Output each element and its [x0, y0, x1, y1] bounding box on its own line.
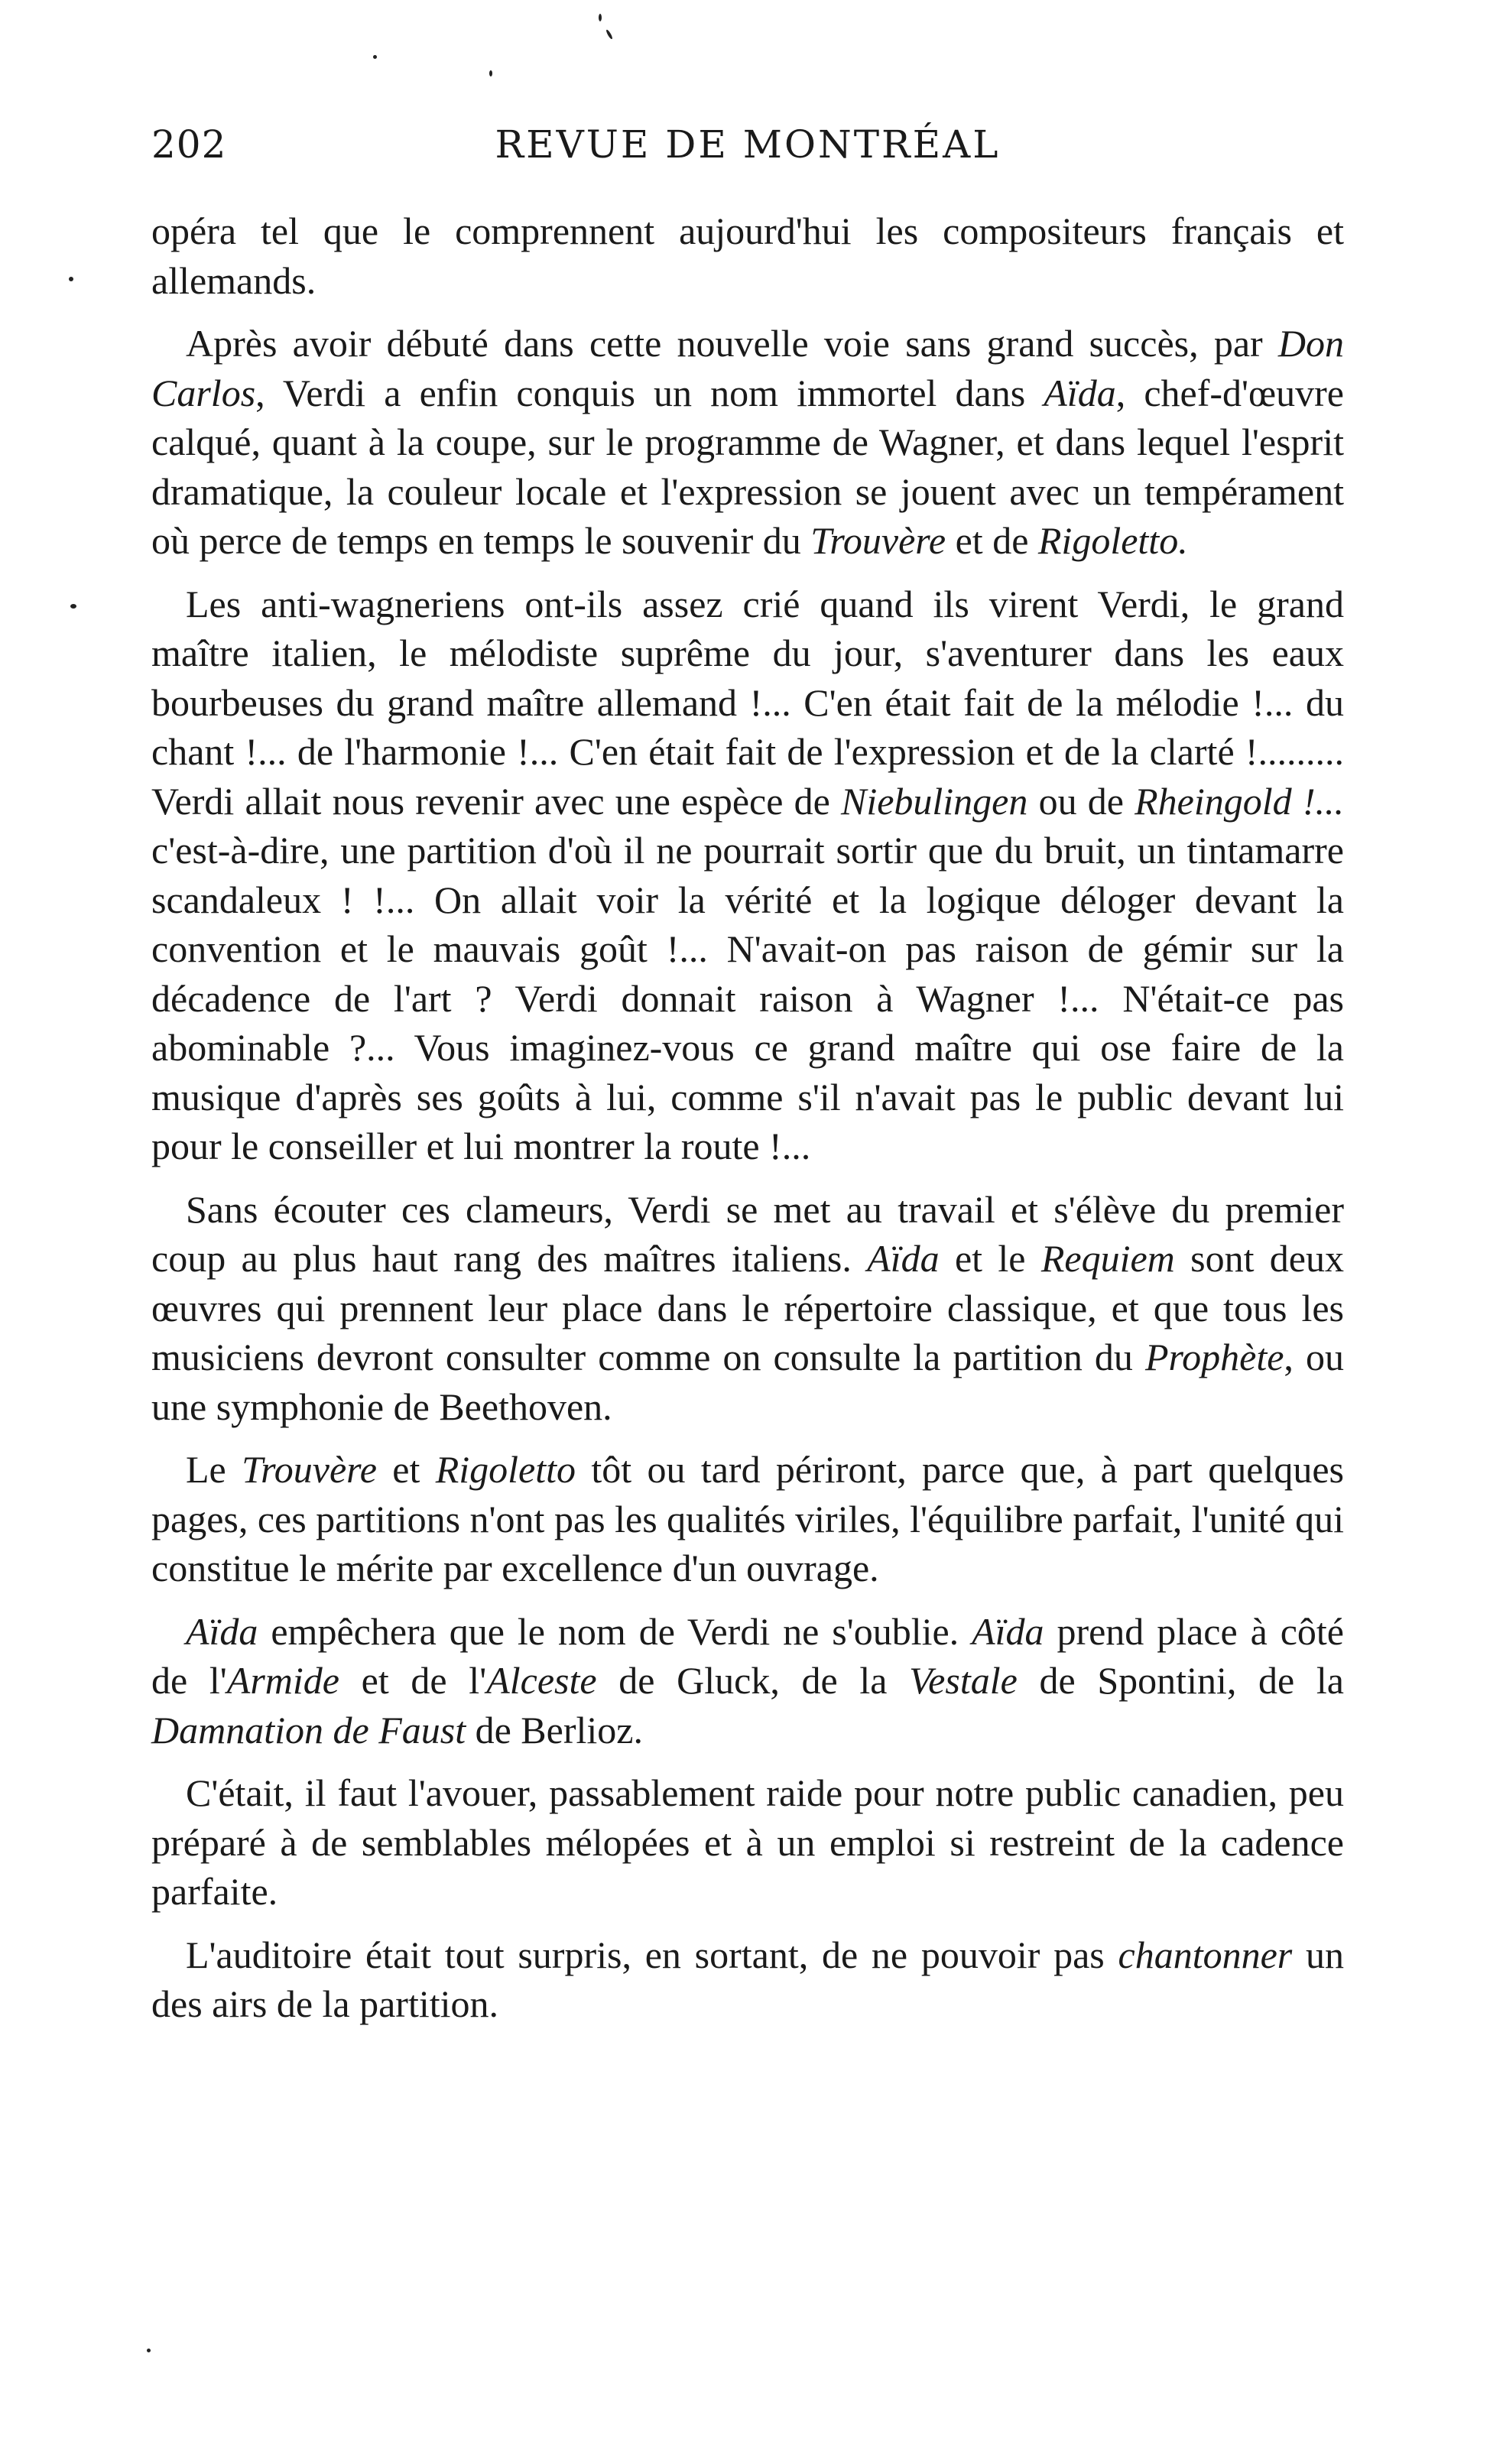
italic-text: Rigoletto — [435, 1448, 576, 1491]
paragraph — [151, 1768, 1344, 1917]
text-run: Le — [186, 1448, 242, 1491]
italic-text: Rheingold !... — [1135, 779, 1344, 823]
italic-text: Prophète — [1145, 1336, 1284, 1378]
running-title: REVUE DE MONTRÉAL — [495, 122, 1001, 167]
text-run: Sans écouter ces clameurs, Verdi se met au travail et s'élève du premier coup au plus haut rang des maîtres italiens. — [151, 1187, 1344, 1280]
page-header — [151, 122, 1344, 183]
italic-text: Rigoletto. — [1037, 519, 1188, 562]
text-run: et de l' — [339, 1659, 487, 1702]
text-run: sont deux œuvres qui prennent leur place dans le répertoire classique, et que tous les musiciens devront consulter comme on consulte la partition du — [151, 1237, 1345, 1378]
italic-text: Damnation de Faust — [151, 1708, 466, 1751]
paragraph — [151, 319, 1344, 566]
text-run: C'était, il faut l'avouer, passablement raide pour notre public canadien, peu préparé à de semblables mélopées et à un emploi si restreint de la cadence parfaite. — [151, 1771, 1344, 1913]
text-run: opéra tel que le comprennent aujourd'hui les compositeurs français et allemands. — [151, 209, 1344, 302]
text-run: ou de — [1027, 779, 1135, 823]
italic-text: Aïda — [186, 1609, 258, 1653]
text-run: prend place à côté de l' — [151, 1609, 1345, 1702]
text-run: un des airs de la partition. — [151, 1933, 1344, 2025]
text-run: de Spontini, de la — [1017, 1659, 1344, 1702]
italic-text: chantonner — [1118, 1933, 1293, 1976]
text-run: et de — [946, 519, 1038, 562]
paragraph — [151, 1185, 1344, 1432]
italic-text: Don Carlos — [151, 322, 1344, 414]
italic-text: Trouvère — [242, 1448, 377, 1491]
italic-text: Aïda — [867, 1237, 940, 1280]
text-run: empêchera que le nom de Verdi ne s'oublie. — [258, 1609, 972, 1653]
text-run: L'auditoire était tout surpris, en sortant, de ne pouvoir pas — [186, 1933, 1118, 1976]
text-run: et — [376, 1448, 436, 1491]
print-speck — [599, 14, 602, 21]
italic-text: Aïda — [1044, 371, 1116, 414]
paragraph — [151, 579, 1344, 1171]
paragraph — [151, 1607, 1344, 1755]
paragraph — [151, 1930, 1344, 2029]
print-speck — [70, 604, 76, 609]
italic-text: Armide — [226, 1659, 339, 1702]
text-run: Après avoir débuté dans cette nouvelle voie sans grand succès, par — [186, 322, 1278, 365]
text-run: de Berlioz. — [466, 1708, 643, 1751]
print-speck — [147, 2349, 151, 2352]
text-run: , Verdi a enfin conquis un nom immortel dans — [255, 371, 1044, 414]
italic-text: Requiem — [1040, 1237, 1175, 1280]
text-run: , chef-d'œuvre calqué, quant à la coupe, sur le programme de Wagner, et dans lequel l'esprit dramatique, la couleur locale et l'expression se jouent avec un tempérament où perce de temps en temps le souvenir du — [151, 371, 1344, 562]
text-run: et le — [939, 1237, 1041, 1280]
text-run: c'est-à-dire, une partition d'où il ne pourrait sortir que du bruit, un tintamarre scandaleux ! !... On allait voir la vérité et la logique déloger devant la convention et le mauvais goût !... N'avait-on pas raison de gémir sur la décadence de l'art ? Verdi donnait raison à Wagner !... N'était-ce pas abominable ?... Vous imaginez-vous ce grand maître qui ose faire de la musique d'après ses goûts à lui, comme s'il n'avait pas le public devant lui pour le conseiller et lui montrer la route !... — [151, 829, 1344, 1167]
paragraph — [151, 1445, 1344, 1593]
italic-text: Alceste — [486, 1659, 597, 1702]
print-speck — [605, 29, 613, 40]
italic-text: Trouvère — [810, 519, 946, 562]
text-run: Les anti-wagneriens ont-ils assez crié quand ils virent Verdi, le grand maître italien, le mélodiste suprême du jour, s'aventurer dans les eaux bourbeuses du grand maître allemand !... C'en était fait de la mélodie !... du chant !... de l'harmonie !... C'en était fait de l'expression et de la clarté !......... Verdi allait nous revenir avec une espèce de — [151, 582, 1344, 823]
italic-text: Aïda — [972, 1609, 1044, 1653]
page-number: 202 — [151, 122, 227, 167]
print-speck — [489, 70, 492, 76]
text-run: de Gluck, de la — [596, 1659, 910, 1702]
print-speck — [373, 55, 377, 59]
italic-text: Niebulingen — [840, 779, 1028, 823]
text-run: , ou une symphonie de Beethoven. — [151, 1336, 1345, 1428]
print-speck — [69, 277, 73, 281]
paragraph — [151, 206, 1344, 305]
text-run: tôt ou tard périront, parce que, à part quelques pages, ces partitions n'ont pas les qualités viriles, l'équilibre parfait, l'unité qui constitue le mérite par excellence d'un ouvrage. — [151, 1448, 1345, 1589]
italic-text: Vestale — [909, 1659, 1018, 1702]
article-body — [151, 206, 1344, 2043]
